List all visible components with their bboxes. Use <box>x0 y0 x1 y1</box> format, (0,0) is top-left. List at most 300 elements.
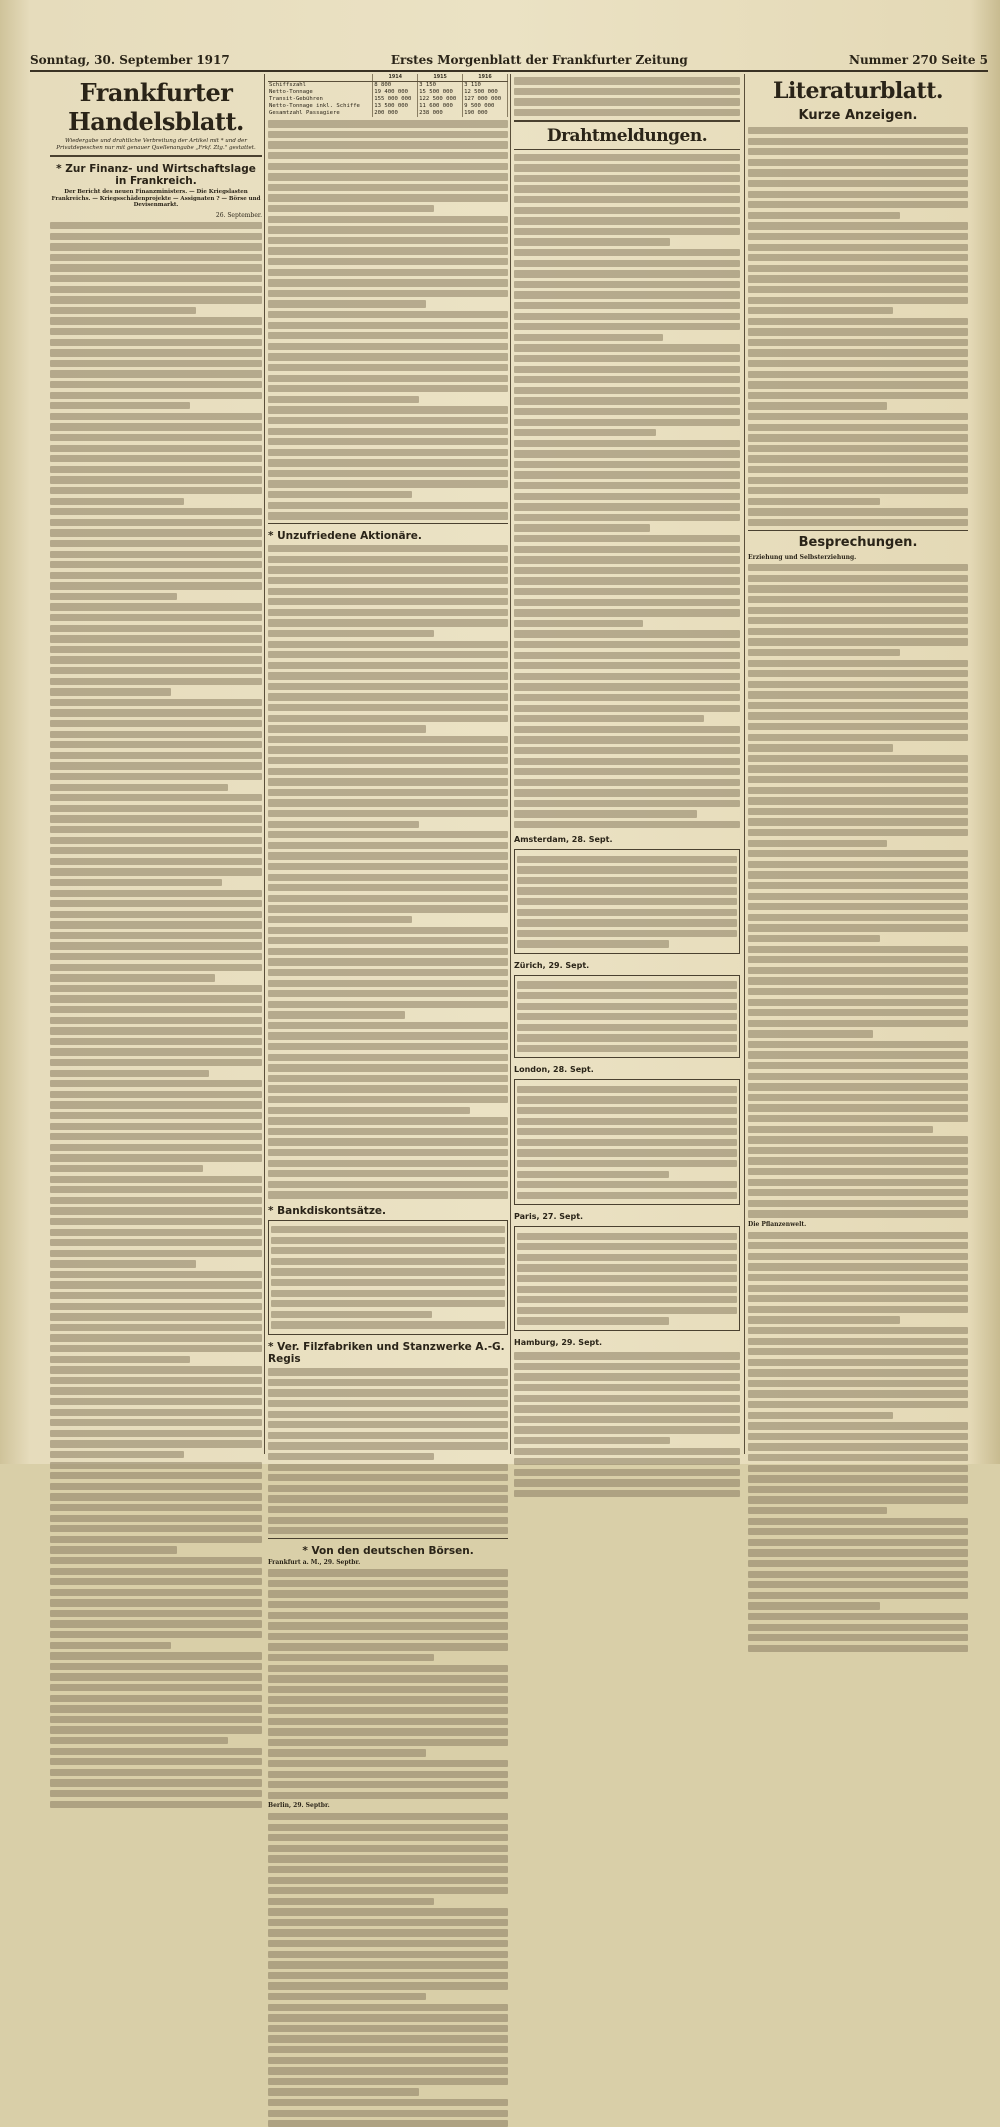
text-line <box>514 164 740 171</box>
text-line <box>268 641 508 648</box>
text-line <box>50 1123 262 1130</box>
text-line <box>268 958 508 965</box>
column-trade-news <box>268 74 508 1810</box>
article-dateline: 26. September. <box>215 211 262 219</box>
text-line <box>514 1437 670 1444</box>
adjacent-page-edge <box>0 60 26 1444</box>
text-line <box>271 1268 505 1275</box>
text-line <box>748 564 968 571</box>
text-line <box>268 1495 508 1502</box>
table-cell: 238 000 <box>418 110 463 117</box>
text-line <box>748 1496 968 1503</box>
text-line <box>268 725 426 732</box>
text-line <box>514 419 740 426</box>
text-line <box>50 1398 262 1405</box>
text-line <box>514 779 740 786</box>
table-cell: Gesamtzahl Passagiere <box>268 110 373 117</box>
text-line <box>268 1739 508 1746</box>
besprechungen-heading: Besprechungen. <box>798 534 918 550</box>
text-line <box>50 381 262 388</box>
text-line <box>50 1334 262 1341</box>
text-line <box>50 1737 228 1744</box>
text-line <box>268 1107 470 1114</box>
text-line <box>268 1813 508 1820</box>
text-line <box>268 1453 434 1460</box>
text-line <box>748 840 887 847</box>
text-line <box>268 152 508 159</box>
text-line <box>268 364 508 371</box>
table-cell: 11 600 000 <box>418 103 463 110</box>
text-line <box>514 175 740 182</box>
text-line <box>50 635 262 642</box>
text-line <box>268 311 508 318</box>
text-line <box>514 98 740 105</box>
text-line <box>50 646 262 653</box>
text-line <box>748 148 968 155</box>
text-line <box>268 480 508 487</box>
text-line <box>268 2014 508 2021</box>
text-line <box>50 805 262 812</box>
text-line <box>268 1877 508 1884</box>
literaturblatt-masthead: Literaturblatt. <box>772 78 944 104</box>
text-line <box>50 275 262 282</box>
text-line <box>517 1264 737 1271</box>
text-line <box>268 2067 508 2074</box>
text-line <box>268 1633 508 1640</box>
text-line <box>268 2078 508 2085</box>
text-line <box>748 1126 933 1133</box>
text-line <box>50 1440 262 1447</box>
text-line <box>268 184 508 191</box>
text-line <box>268 1643 508 1650</box>
text-line <box>748 1168 968 1175</box>
text-line <box>268 163 508 170</box>
text-line <box>50 296 262 303</box>
text-line <box>748 265 968 272</box>
text-line <box>268 1781 508 1788</box>
text-line <box>268 1064 508 1071</box>
text-line <box>268 512 508 519</box>
text-line <box>517 1160 737 1167</box>
text-line <box>50 1197 262 1204</box>
text-line <box>748 1285 968 1292</box>
text-line <box>50 1716 262 1723</box>
text-line <box>748 1359 968 1366</box>
text-line <box>514 1395 740 1402</box>
market-heading: Zürich, 29. Sept. <box>514 961 590 971</box>
text-line <box>268 1464 508 1471</box>
review-title: Erziehung und Selbsterziehung. <box>748 553 857 561</box>
text-line <box>268 1919 508 1926</box>
text-line <box>268 417 508 424</box>
market-heading: Amsterdam, 28. Sept. <box>514 835 613 845</box>
text-line <box>268 1527 508 1534</box>
text-line <box>517 898 737 905</box>
text-line <box>50 1345 262 1352</box>
table-cell: 155 000 000 <box>373 96 418 103</box>
text-line <box>748 1200 968 1207</box>
text-line <box>268 789 508 796</box>
article-body <box>268 120 508 519</box>
table-cell: 13 500 000 <box>373 103 418 110</box>
text-line <box>514 88 740 95</box>
text-line <box>748 935 880 942</box>
article-subhead: Der Bericht des neuen Finanzministers. — Die Kriegslasten Frankreichs. — Kriegsschädenprojekte — Assignaten ? — Börse und Devisenmarkt. <box>51 189 261 208</box>
text-line <box>514 758 740 765</box>
text-line <box>748 1104 968 1111</box>
text-line <box>50 1504 262 1511</box>
text-line <box>514 821 740 828</box>
text-line <box>271 1321 505 1328</box>
text-line <box>50 752 262 759</box>
text-line <box>268 577 508 584</box>
text-line <box>50 1451 184 1458</box>
text-line <box>517 1013 737 1020</box>
column-rule <box>744 74 745 1454</box>
text-line <box>268 598 508 605</box>
table-row <box>268 96 508 103</box>
text-line <box>268 1368 508 1375</box>
text-line <box>271 1237 505 1244</box>
text-line <box>748 1602 880 1609</box>
text-line <box>268 1961 508 1968</box>
text-line <box>268 704 508 711</box>
text-line <box>268 1898 434 1905</box>
text-line <box>748 797 968 804</box>
text-line <box>268 948 508 955</box>
text-line <box>514 1416 740 1423</box>
article-body <box>514 77 740 116</box>
text-line <box>268 1866 508 1873</box>
text-line <box>514 291 740 298</box>
article-body <box>514 154 740 829</box>
text-line <box>268 1696 508 1703</box>
text-line <box>50 1748 262 1755</box>
market-heading: London, 28. Sept. <box>514 1065 594 1075</box>
text-line <box>517 1286 737 1293</box>
text-line <box>268 332 508 339</box>
text-line <box>268 746 508 753</box>
text-line <box>268 2110 508 2117</box>
text-line <box>517 1296 737 1303</box>
text-line <box>268 1718 508 1725</box>
text-line <box>748 1210 968 1217</box>
text-line <box>517 856 737 863</box>
text-line <box>748 956 968 963</box>
text-line <box>50 762 262 769</box>
text-line <box>517 1275 737 1282</box>
text-line <box>268 205 434 212</box>
text-line <box>268 990 508 997</box>
text-line <box>748 424 968 431</box>
text-line <box>517 1003 737 1010</box>
text-line <box>268 290 508 297</box>
text-line <box>50 1472 262 1479</box>
text-line <box>268 1128 508 1135</box>
text-line <box>748 967 968 974</box>
text-line <box>268 927 508 934</box>
text-line <box>50 1462 262 1469</box>
text-line <box>50 423 262 430</box>
text-line <box>517 981 737 988</box>
text-line <box>268 757 508 764</box>
text-line <box>268 2099 508 2106</box>
text-line <box>268 1432 508 1439</box>
text-line <box>50 1631 262 1638</box>
text-line <box>50 540 262 547</box>
text-line <box>50 1229 262 1236</box>
text-line <box>268 1654 434 1661</box>
text-line <box>748 1390 968 1397</box>
text-line <box>268 1707 508 1714</box>
text-line <box>748 1030 873 1037</box>
text-line <box>748 850 968 857</box>
text-line <box>268 226 508 233</box>
text-line <box>748 617 968 624</box>
text-line <box>50 1260 196 1267</box>
text-line <box>748 275 968 282</box>
table-header: 1914 <box>373 74 418 82</box>
text-line <box>50 837 262 844</box>
text-line <box>514 705 740 712</box>
text-line <box>517 1192 737 1199</box>
table-cell: 15 500 000 <box>418 89 463 96</box>
text-line <box>514 1458 740 1465</box>
text-line <box>514 1373 740 1380</box>
text-line <box>517 1254 737 1261</box>
text-line <box>514 662 740 669</box>
text-line <box>50 1578 262 1585</box>
text-line <box>268 1085 508 1092</box>
text-line <box>514 323 740 330</box>
literaturblatt-subhead: Kurze Anzeigen. <box>798 108 918 123</box>
text-line <box>748 575 968 582</box>
text-line <box>514 810 697 817</box>
text-line <box>514 440 740 447</box>
text-line <box>271 1279 505 1286</box>
text-line <box>514 387 740 394</box>
text-line <box>50 445 262 452</box>
text-line <box>514 556 740 563</box>
text-line <box>50 529 262 536</box>
text-line <box>748 1115 968 1122</box>
text-line <box>514 313 740 320</box>
table-cell: Netto-Tonnage <box>268 89 373 96</box>
text-line <box>514 800 740 807</box>
drahtmeldungen-headline: Drahtmeldungen. <box>546 126 708 147</box>
text-line <box>50 551 262 558</box>
text-line <box>514 376 740 383</box>
table-cell: Netto-Tonnage inkl. Schiffe <box>268 103 373 110</box>
text-line <box>748 871 968 878</box>
text-line <box>268 556 508 563</box>
text-line <box>50 1133 262 1140</box>
text-line <box>268 905 508 912</box>
text-line <box>50 1027 262 1034</box>
text-line <box>50 603 262 610</box>
text-line <box>50 413 262 420</box>
text-line <box>517 1139 737 1146</box>
text-line <box>748 787 968 794</box>
table-cell: 19 400 000 <box>373 89 418 96</box>
text-line <box>268 778 508 785</box>
text-line <box>50 1271 262 1278</box>
text-line <box>268 269 508 276</box>
text-line <box>748 1443 968 1450</box>
text-line <box>514 334 663 341</box>
article-headline: * Bankdiskontsätze. <box>268 1204 387 1217</box>
text-line <box>748 999 968 1006</box>
text-line <box>748 977 968 984</box>
text-line <box>50 1515 262 1522</box>
text-line <box>268 980 508 987</box>
text-line <box>268 1993 426 2000</box>
text-line <box>748 477 968 484</box>
text-line <box>514 577 740 584</box>
text-line <box>50 678 262 685</box>
text-line <box>50 1758 262 1765</box>
text-line <box>748 1592 968 1599</box>
text-line <box>748 914 968 921</box>
text-line <box>50 1038 262 1045</box>
text-line <box>748 712 968 719</box>
text-line <box>514 715 704 722</box>
text-line <box>268 937 508 944</box>
text-line <box>50 1779 262 1786</box>
text-line <box>268 1474 508 1481</box>
text-line <box>50 1303 262 1310</box>
text-line <box>514 77 740 84</box>
text-line <box>748 127 968 134</box>
text-line <box>268 1442 508 1449</box>
text-line <box>748 946 968 953</box>
text-line <box>748 1560 968 1567</box>
text-line <box>514 1352 740 1359</box>
text-line <box>268 173 508 180</box>
text-line <box>268 131 508 138</box>
column-handelsblatt <box>50 74 262 1454</box>
text-line <box>748 402 887 409</box>
text-line <box>748 829 968 836</box>
text-line <box>50 1536 262 1543</box>
text-line <box>514 694 740 701</box>
text-line <box>514 366 740 373</box>
text-line <box>514 620 643 627</box>
text-line <box>50 932 262 939</box>
text-line <box>748 681 968 688</box>
text-line <box>50 339 262 346</box>
text-line <box>271 1247 505 1254</box>
text-line <box>50 1250 262 1257</box>
text-line <box>748 413 968 420</box>
text-line <box>268 1749 426 1756</box>
text-line <box>514 503 740 510</box>
text-line <box>748 222 968 229</box>
text-line <box>268 662 508 669</box>
text-line <box>748 1094 968 1101</box>
text-line <box>514 641 740 648</box>
text-line <box>748 765 968 772</box>
text-line <box>268 237 508 244</box>
text-line <box>514 281 740 288</box>
table-header: 1916 <box>463 74 508 82</box>
text-line <box>268 385 508 392</box>
text-line <box>268 141 508 148</box>
text-line <box>748 191 968 198</box>
column-literaturblatt <box>748 74 968 1454</box>
text-line <box>268 300 426 307</box>
text-line <box>514 238 670 245</box>
text-line <box>50 466 262 473</box>
text-line <box>517 1034 737 1041</box>
text-line <box>748 1571 968 1578</box>
divider <box>50 155 262 157</box>
text-line <box>748 776 968 783</box>
text-line <box>748 903 968 910</box>
text-line <box>748 466 968 473</box>
text-line <box>748 1179 968 1186</box>
text-line <box>748 455 968 462</box>
text-line <box>748 1263 968 1270</box>
text-line <box>50 1154 262 1161</box>
text-line <box>748 307 893 314</box>
article-body <box>748 127 968 526</box>
text-line <box>514 535 740 542</box>
text-line <box>50 233 262 240</box>
article-body <box>50 222 262 1808</box>
text-line <box>50 1292 262 1299</box>
column-rule <box>264 74 265 1454</box>
text-line <box>50 1705 262 1712</box>
text-line <box>268 2088 419 2095</box>
text-line <box>748 1645 968 1652</box>
article-headline: * Ver. Filzfabriken und Stanzwerke A.-G. Regis <box>268 1340 505 1365</box>
text-line <box>268 1686 508 1693</box>
text-line <box>268 449 508 456</box>
text-line <box>268 502 508 509</box>
text-line <box>50 317 262 324</box>
text-line <box>514 408 740 415</box>
text-line <box>50 1101 262 1108</box>
text-line <box>268 768 508 775</box>
text-line <box>514 344 740 351</box>
text-line <box>50 656 262 663</box>
text-line <box>268 1043 508 1050</box>
text-line <box>50 911 262 918</box>
text-line <box>748 212 900 219</box>
text-line <box>268 353 508 360</box>
text-line <box>748 349 968 356</box>
text-line <box>514 450 740 457</box>
text-line <box>50 360 262 367</box>
text-line <box>748 1147 968 1154</box>
text-line <box>748 286 968 293</box>
text-line <box>268 1149 508 1156</box>
text-line <box>268 375 508 382</box>
text-line <box>517 1181 737 1188</box>
text-line <box>748 487 968 494</box>
text-line <box>50 307 196 314</box>
text-line <box>50 1059 262 1066</box>
text-line <box>268 1400 508 1407</box>
text-line <box>268 545 508 552</box>
text-line <box>514 302 740 309</box>
text-line <box>268 969 508 976</box>
text-line <box>514 109 740 116</box>
text-line <box>514 567 740 574</box>
text-line <box>50 667 262 674</box>
text-line <box>50 1186 262 1193</box>
